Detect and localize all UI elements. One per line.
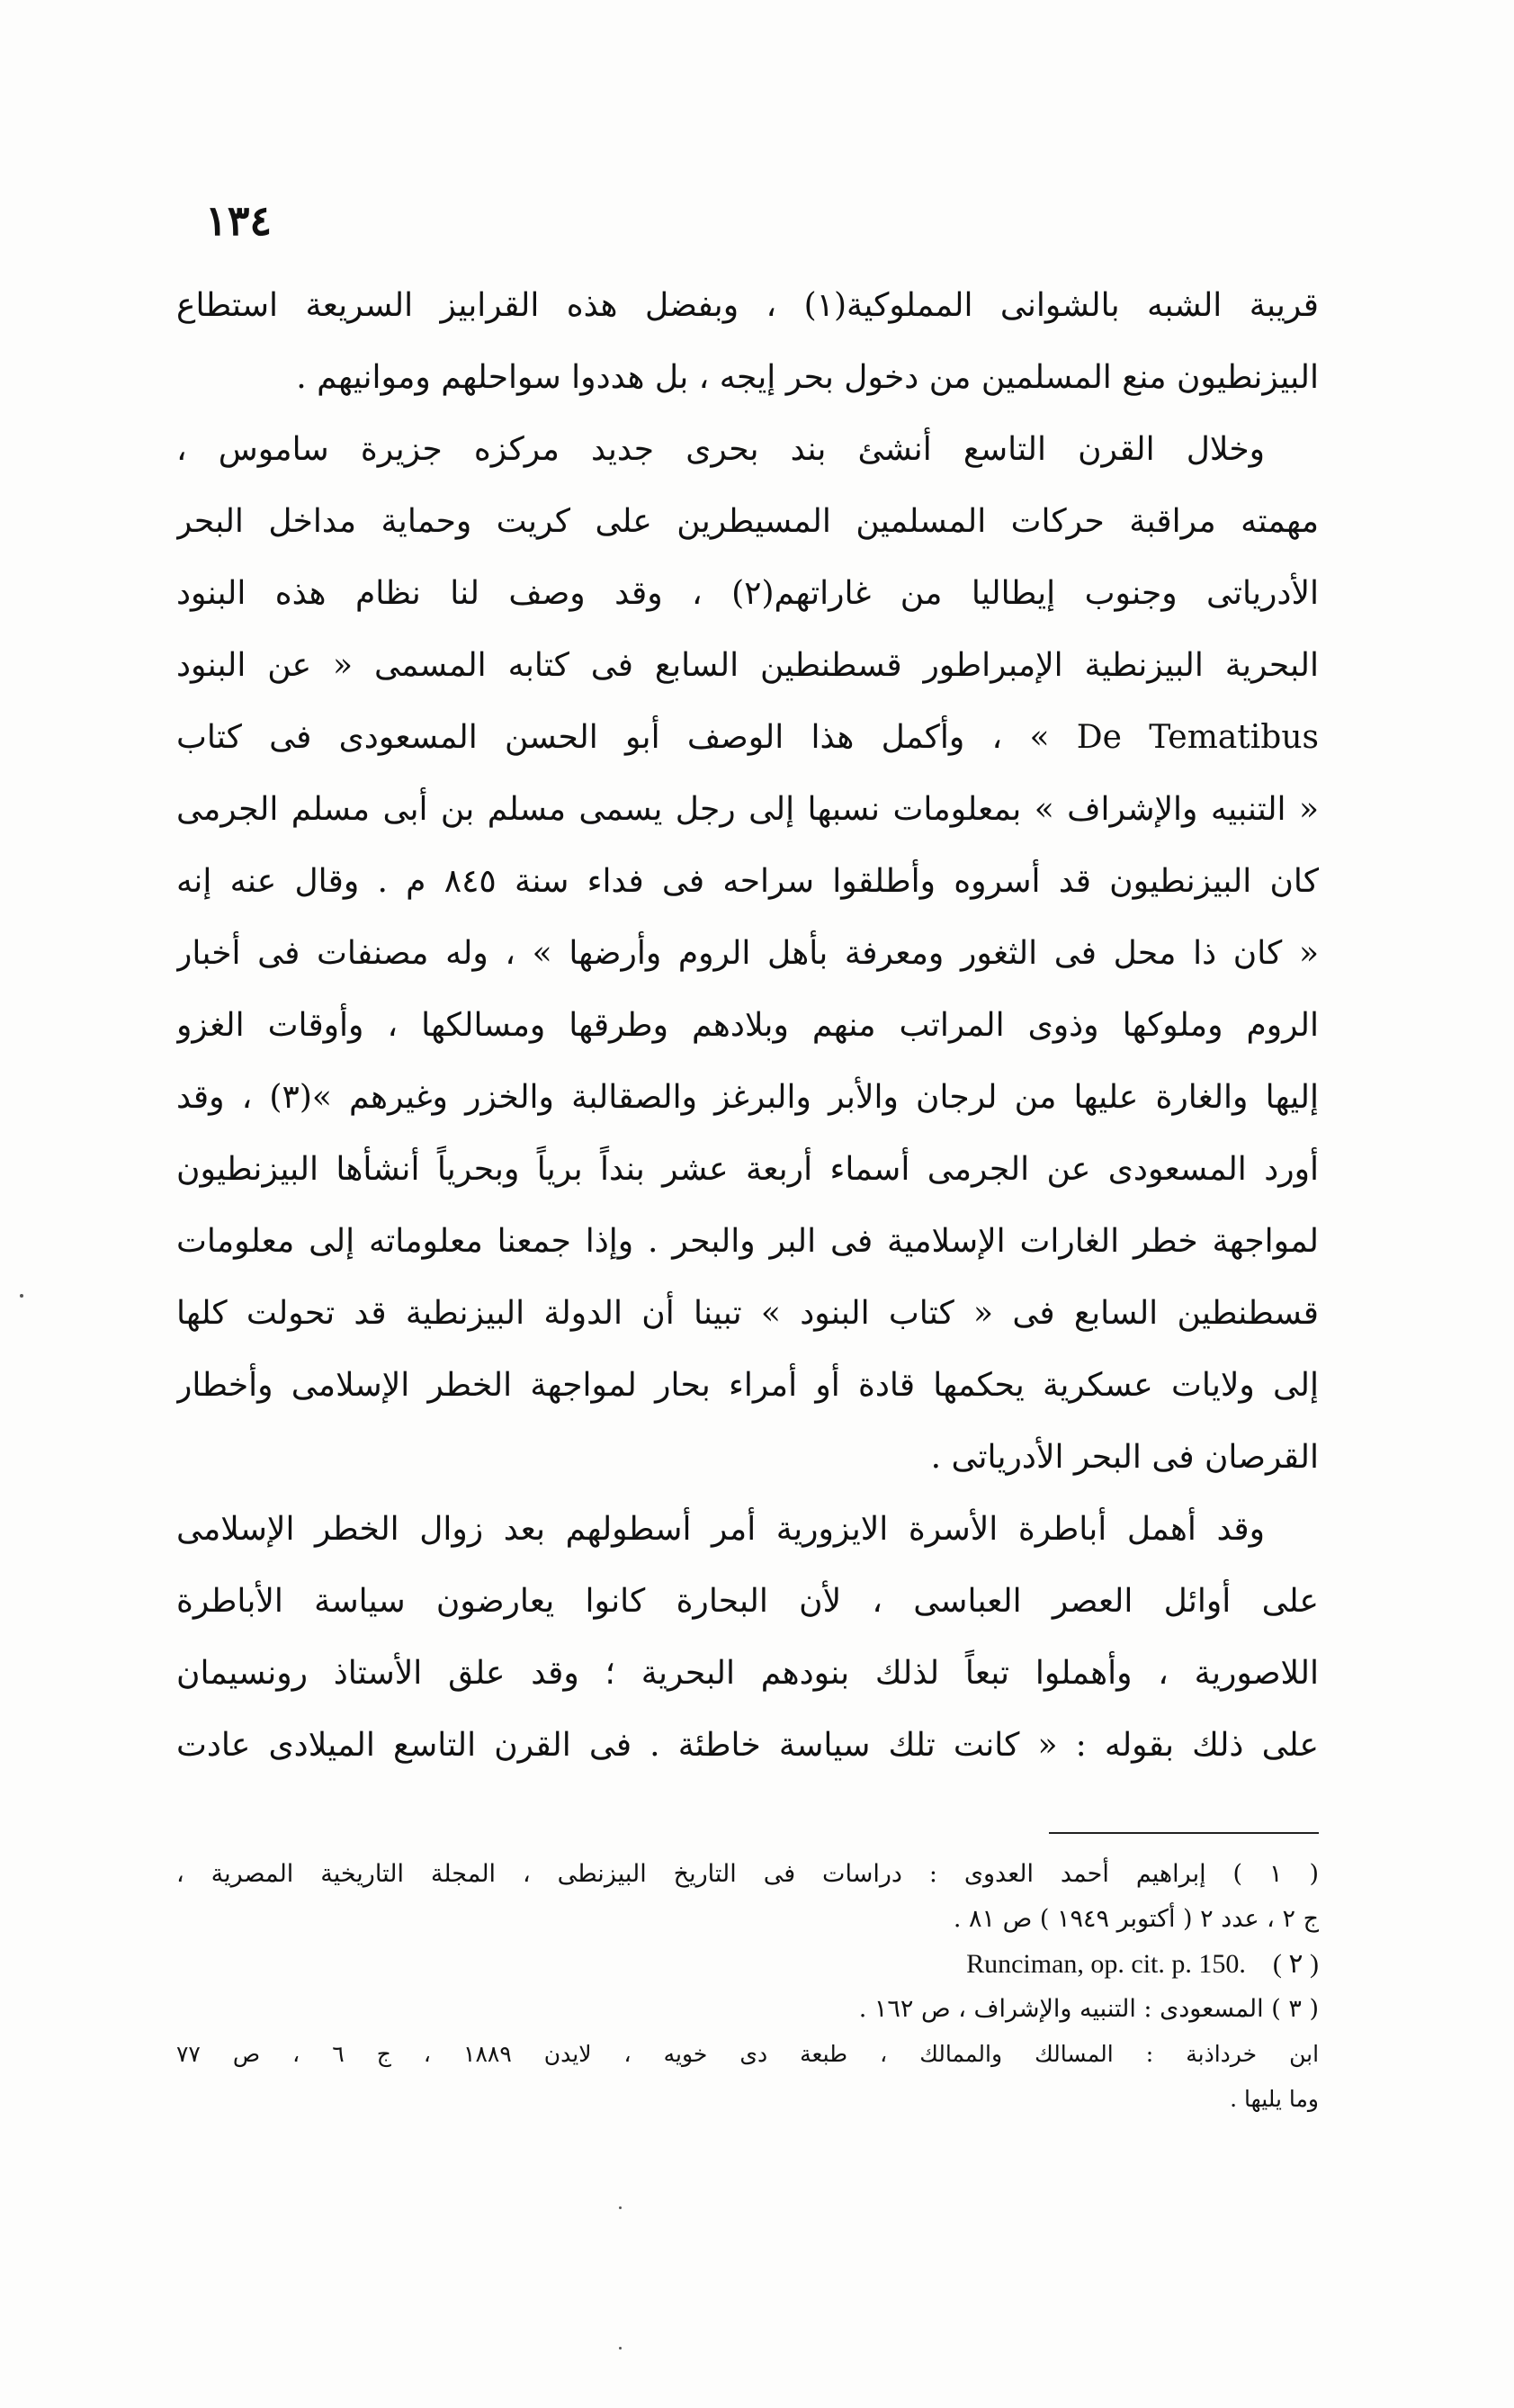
page-number: ١٣٤ <box>205 196 273 245</box>
text-line: على ذلك بقوله : « كانت تلك سياسة خاطئة . فى القرن التاسع الميلادى عادت <box>176 1727 1319 1764</box>
text-line: أورد المسعودى عن الجرمى أسماء أربعة عشر بنداً برياً وبحرياً أنشأها البيزنطيون <box>176 1151 1319 1188</box>
footnote-divider <box>1049 1832 1319 1834</box>
text-line: كان البيزنطيون قد أسروه وأطلقوا سراحه فى فداء سنة ٨٤٥ م . وقال عنه إنه <box>176 863 1319 900</box>
text-line: De Tematibus » ، وأكمل هذا الوصف أبو الحسن المسعودى فى كتاب <box>176 719 1319 756</box>
text-line: « التنبيه والإشراف » بمعلومات نسبها إلى رجل يسمى مسلم بن أبى مسلم الجرمى <box>176 791 1319 828</box>
text-line: قسطنطين السابع فى « كتاب البنود » تبينا أن الدولة البيزنطية قد تحولت كلها <box>176 1295 1319 1332</box>
scan-speck <box>619 2206 622 2209</box>
footnote-line: ( ١ ) إبراهيم أحمد العدوى : دراسات فى التاريخ البيزنطى ، المجلة التاريخية المصرية ، <box>176 1860 1319 1888</box>
body-text <box>176 270 1319 1782</box>
text-line: إليها والغارة عليها من لرجان والأبر والبرغز والصقالبة والخزر وغيرهم »(٣) ، وقد <box>176 1079 1319 1116</box>
footnote-citation: Runciman, op. cit. p. 150. <box>966 1949 1246 1979</box>
footnote-marker: ( ٢ ) <box>1272 1949 1319 1979</box>
text-line: « كان ذا محل فى الثغور ومعرفة بأهل الروم وأرضها » ، وله مصنفات فى أخبار <box>176 935 1319 972</box>
text-line: على أوائل العصر العباسى ، لأن البحارة كانوا يعارضون سياسة الأباطرة <box>176 1583 1319 1620</box>
scan-speck <box>20 1294 23 1298</box>
text-line: اللاصورية ، وأهملوا تبعاً لذلك بنودهم البحرية ؛ وقد علق الأستاذ رونسيمان <box>176 1655 1319 1692</box>
text-line: إلى ولايات عسكرية يحكمها قادة أو أمراء بحار لمواجهة الخطر الإسلامى وأخطار <box>176 1367 1319 1404</box>
footnote-line: ج ٢ ، عدد ٢ ( أكتوبر ١٩٤٩ ) ص ٨١ . <box>953 1905 1319 1933</box>
footnotes <box>176 1852 1319 2122</box>
text-line: البحرية البيزنطية الإمبراطور قسطنطين السابع فى كتابه المسمى « عن البنود <box>176 647 1319 684</box>
scan-speck <box>619 2347 622 2350</box>
text-line: لمواجهة خطر الغارات الإسلامية فى البر والبحر . وإذا جمعنا معلوماته إلى معلومات <box>176 1223 1319 1260</box>
text-line: القرصان فى البحر الأدرياتى . <box>930 1439 1319 1476</box>
footnote-line: ( ٣ ) المسعودى : التنبيه والإشراف ، ص ١٦٢ . <box>858 1995 1319 2023</box>
footnote-line: وما يليها . <box>1230 2086 1319 2112</box>
text-line: وقد أهمل أباطرة الأسرة الايزورية أمر أسطولهم بعد زوال الخطر الإسلامى <box>176 1511 1265 1548</box>
text-line: الروم وملوكها وذوى المراتب منهم وبلادهم وطرقها ومسالكها ، وأوقات الغزو <box>176 1007 1319 1044</box>
text-line: قريبة الشبه بالشوانى المملوكية(١) ، وبفضل هذه القرابيز السريعة استطاع <box>176 287 1319 324</box>
text-line: مهمته مراقبة حركات المسلمين المسيطرين على كريت وحماية مداخل البحر <box>176 503 1319 540</box>
text-line: البيزنطيون منع المسلمين من دخول بحر إيجه ، بل هددوا سواحلهم وموانيهم . <box>296 359 1319 396</box>
footnote-line: ابن خرداذبة : المسالك والممالك ، طبعة دى خويه ، لايدن ١٨٨٩ ، ج ٦ ، ص ٧٧ <box>176 2041 1319 2067</box>
text-line: الأدرياتى وجنوب إيطاليا من غاراتهم(٢) ، وقد وصف لنا نظام هذه البنود <box>176 575 1319 612</box>
text-line: وخلال القرن التاسع أنشئ بند بحرى جديد مركزه جزيرة ساموس ، <box>176 431 1265 468</box>
footnote-line <box>176 1942 1319 1987</box>
